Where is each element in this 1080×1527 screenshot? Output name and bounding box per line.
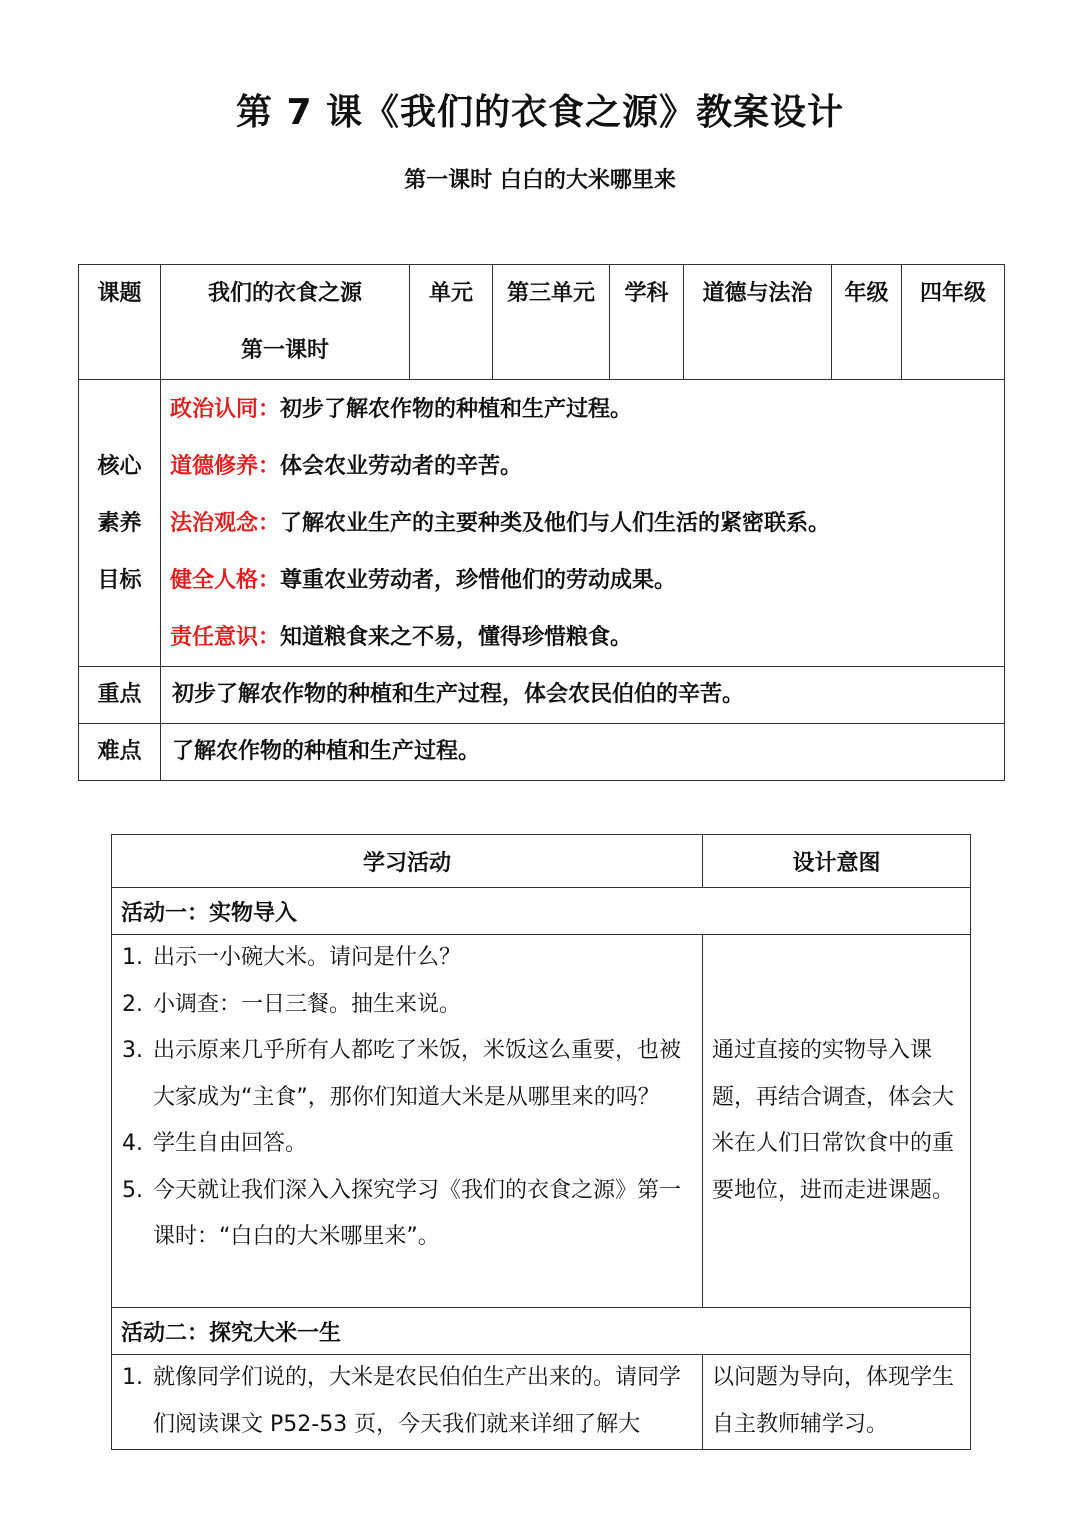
step-text: 出示一小碗大米。请问是什么？ [153, 945, 462, 970]
section-row [112, 888, 971, 935]
step-number: 5. [122, 1177, 143, 1203]
goal-key: 政治认同： [170, 397, 281, 422]
section-title: 活动一：实物导入 [112, 888, 971, 935]
activity-steps [112, 1355, 703, 1450]
activity-header-row [112, 835, 971, 888]
core-goals-row [79, 380, 1005, 667]
design-intent: 以问题为导向，体现学生自主教师辅学习。 [703, 1355, 971, 1450]
goal-key: 责任意识： [170, 625, 281, 650]
unit-value: 第三单元 [493, 265, 610, 380]
course-value [161, 265, 410, 380]
step-number: 1. [122, 1365, 143, 1390]
goal-key: 健全人格： [170, 568, 281, 593]
core-label-line3: 目标 [97, 567, 142, 593]
core-goals-label [79, 380, 161, 667]
goal-text: 知道粮食来之不易，懂得珍惜粮食。 [280, 625, 633, 650]
step-text: 出示原来几乎所有人都吃了米饭，米饭这么重要，也被大家成为“主食”，那你们知道大米是从哪里来的吗？ [153, 1038, 682, 1110]
unit-label: 单元 [410, 265, 493, 380]
steps-list [112, 1355, 702, 1448]
steps-list [112, 935, 702, 1261]
subject-label: 学科 [610, 265, 684, 380]
step-number: 1. [122, 945, 143, 970]
list-item [112, 982, 702, 1029]
page-title: 第 7 课《我们的衣食之源》教案设计 [235, 92, 845, 133]
core-goals-content [161, 380, 1005, 667]
step-number: 2. [122, 991, 143, 1017]
list-item [112, 1028, 702, 1121]
difficulty-label: 难点 [79, 724, 161, 781]
course-label: 课题 [79, 265, 161, 380]
goal-text: 尊重农业劳动者，珍惜他们的劳动成果。 [280, 568, 677, 593]
col-intent-header: 设计意图 [703, 835, 971, 888]
goal-text: 体会农业劳动者的辛苦。 [280, 454, 523, 479]
course-value-line2: 第一课时 [240, 338, 329, 363]
lesson-info-table [78, 264, 1005, 781]
info-header-row [79, 265, 1005, 380]
core-label-line1: 核心 [97, 453, 142, 479]
goal-line [170, 495, 1004, 552]
goal-line [170, 381, 1004, 438]
list-item [112, 1168, 702, 1261]
goal-text: 初步了解农作物的种植和生产过程。 [280, 397, 633, 422]
course-value-line1: 我们的衣食之源 [207, 281, 362, 306]
list-item [112, 1355, 702, 1448]
difficulty-row [79, 724, 1005, 781]
design-intent: 通过直接的实物导入课题，再结合调查，体会大米在人们日常饮食中的重要地位，进而走进课题。 [703, 935, 971, 1308]
key-point-row [79, 667, 1005, 724]
key-point-label: 重点 [79, 667, 161, 724]
goal-text: 了解农业生产的主要种类及他们与人们生活的紧密联系。 [280, 511, 831, 536]
key-point-value: 初步了解农作物的种植和生产过程，体会农民伯伯的辛苦。 [161, 667, 1005, 724]
list-item [112, 935, 702, 982]
col-activity-header: 学习活动 [112, 835, 703, 888]
step-text: 就像同学们说的，大米是农民伯伯生产出来的。请同学们阅读课文 P52-53 页，今天我们就来详细了解大 [153, 1365, 682, 1437]
grade-label: 年级 [832, 265, 902, 380]
subject-value: 道德与法治 [684, 265, 832, 380]
section-body-row [112, 1355, 971, 1450]
goal-line [170, 552, 1004, 609]
step-text: 小调查：一日三餐。抽生来说。 [153, 991, 462, 1017]
goal-key: 法治观念： [170, 511, 281, 536]
section-body-row [112, 935, 971, 1308]
grade-value: 四年级 [902, 265, 1005, 380]
activity-table [111, 834, 971, 1450]
goal-key: 道德修养： [170, 454, 281, 479]
difficulty-value: 了解农作物的种植和生产过程。 [161, 724, 1005, 781]
goal-line [170, 438, 1004, 495]
goal-line [170, 609, 1004, 666]
section-row [112, 1308, 971, 1355]
page-subtitle: 第一课时 白白的大米哪里来 [404, 168, 676, 193]
activity-steps [112, 935, 703, 1308]
step-text: 学生自由回答。 [153, 1131, 308, 1156]
list-item [112, 1121, 702, 1168]
step-number: 4. [122, 1131, 143, 1156]
core-label-line2: 素养 [97, 510, 142, 536]
step-number: 3. [122, 1038, 143, 1063]
section-title: 活动二：探究大米一生 [112, 1308, 971, 1355]
step-text: 今天就让我们深入入探究学习《我们的衣食之源》第一课时：“白白的大米哪里来”。 [153, 1177, 682, 1249]
